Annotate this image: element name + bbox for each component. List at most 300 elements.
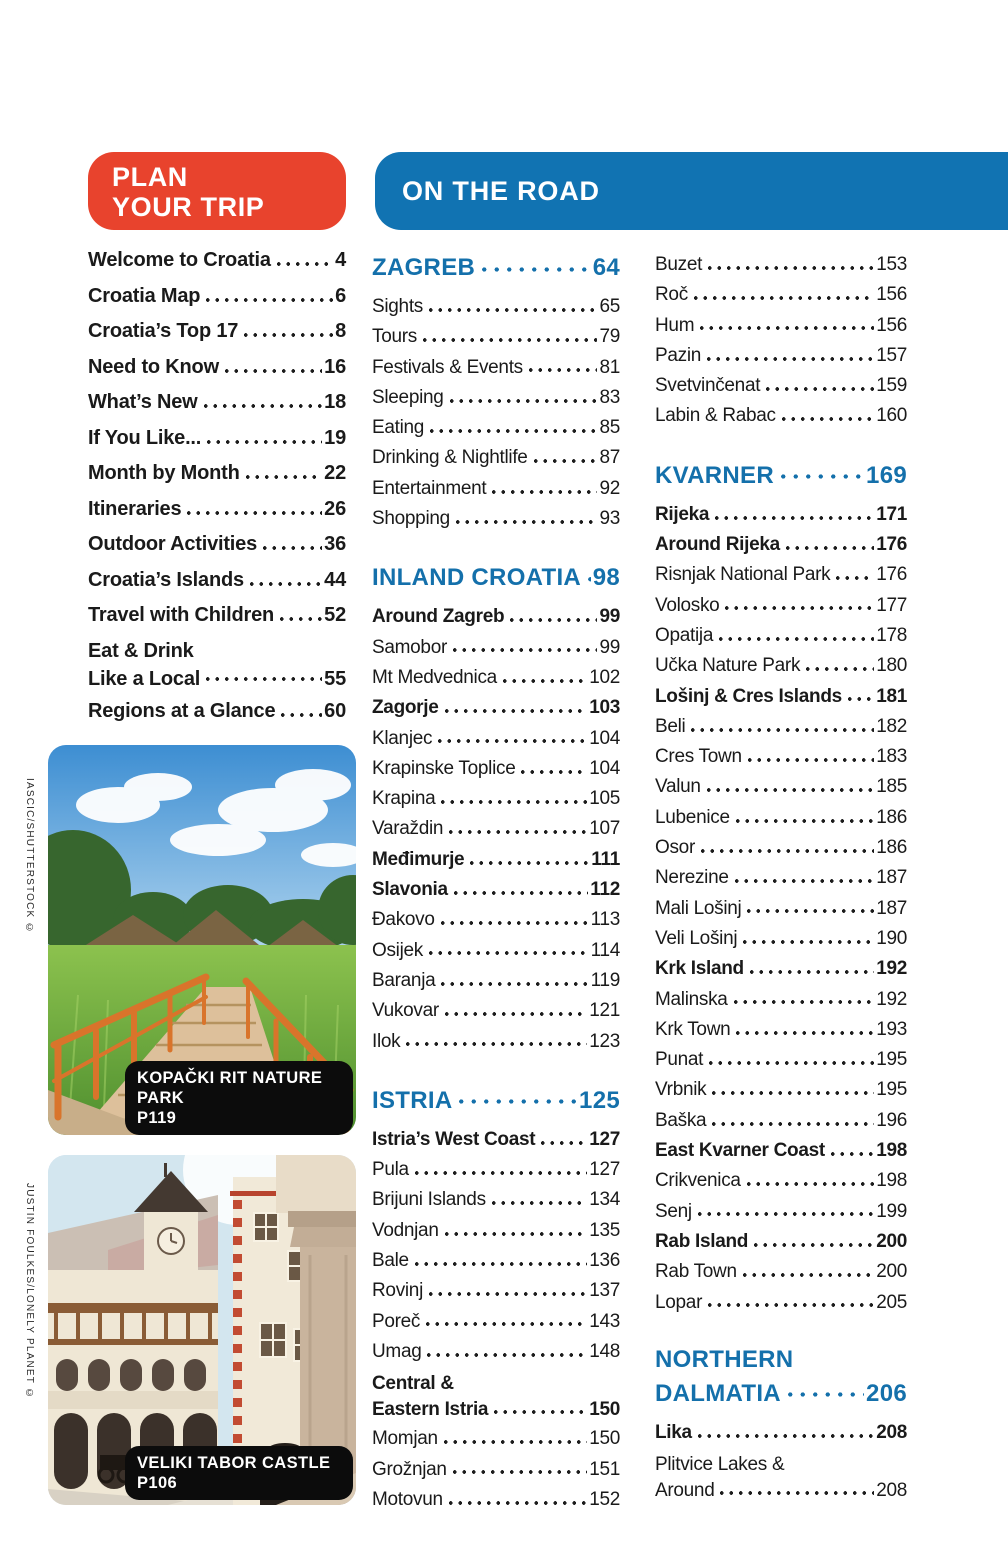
toc-entry — [372, 1485, 620, 1515]
toc-entry — [372, 1027, 620, 1057]
toc-entry — [655, 341, 907, 371]
toc-entry-page: 186 — [876, 837, 907, 859]
dot-leader — [716, 621, 874, 651]
section-heading — [655, 1344, 907, 1412]
toc-entry-page: 60 — [324, 699, 346, 722]
dot-leader — [709, 1106, 874, 1136]
section-heading — [655, 458, 907, 494]
toc-entry — [655, 954, 907, 984]
toc-entry-page: 119 — [590, 969, 620, 991]
toc-entry — [372, 1307, 620, 1337]
toc-entry-page: 195 — [876, 1079, 907, 1101]
toc-entry-page: 156 — [876, 284, 907, 306]
dot-leader — [745, 742, 874, 772]
section-heading-label: ISTRIA — [372, 1086, 453, 1114]
toc-entry-page: 177 — [876, 594, 907, 616]
toc-entry-label: Brijuni Islands — [372, 1189, 486, 1211]
section-heading — [372, 560, 620, 596]
toc-entry-page: 181 — [876, 685, 907, 707]
toc-entry-label: Punat — [655, 1049, 704, 1071]
toc-entry-label: Varaždin — [372, 818, 444, 840]
toc-entry — [655, 1075, 907, 1105]
toc-entry — [372, 814, 620, 844]
toc-entry-label: Like a Local — [88, 667, 201, 690]
toc-entry-page: 196 — [876, 1109, 907, 1131]
toc-entry — [372, 784, 620, 814]
dot-leader — [438, 784, 587, 814]
toc-entry — [372, 353, 620, 383]
toc-entry-label: Hum — [655, 314, 695, 336]
toc-entry-page: 127 — [589, 1159, 620, 1181]
toc-entry-label: If You Like... — [88, 426, 202, 449]
dot-leader — [412, 1155, 587, 1185]
section-heading-page: 206 — [866, 1379, 907, 1407]
dot-leader — [712, 500, 874, 530]
toc-entry-page: 199 — [876, 1200, 907, 1222]
section-heading-label: INLAND CROATIA — [372, 564, 582, 592]
toc-entry-page: 136 — [589, 1250, 620, 1272]
toc-entry-page: 176 — [876, 534, 907, 556]
toc-entry-page: 127 — [589, 1128, 620, 1150]
toc-entry — [88, 694, 346, 730]
toc-entry-label: Sights — [372, 296, 424, 317]
toc-entry-line1: Plitvice Lakes & — [655, 1454, 785, 1476]
toc-entry — [655, 621, 907, 651]
dot-leader — [722, 591, 874, 621]
toc-entry-label: Risnjak National Park — [655, 564, 831, 586]
toc-entry-label: Croatia’s Top 17 — [88, 320, 239, 342]
toc-entry-label: Regions at a Glance — [88, 699, 276, 722]
toc-entry-page: 193 — [876, 1018, 907, 1040]
toc-section — [655, 1344, 907, 1505]
toc-entry — [372, 1155, 620, 1185]
toc-entry — [372, 1276, 620, 1306]
toc-section — [372, 1083, 620, 1515]
dot-leader — [526, 353, 598, 383]
toc-entry-label: Slavonia — [372, 879, 448, 901]
toc-entry — [655, 401, 907, 431]
toc-entry-label: Svetvinčenat — [655, 375, 761, 397]
toc-entry-label: Sleeping — [372, 386, 444, 408]
toc-entry-page: 111 — [591, 848, 620, 870]
dot-leader — [740, 1257, 874, 1287]
dot-leader — [733, 803, 874, 833]
toc-entry-label: Vodnjan — [372, 1219, 439, 1241]
toc-entry-label: Osijek — [372, 939, 423, 961]
toc-entry — [372, 905, 620, 935]
toc-entry-page: 18 — [324, 391, 346, 413]
photo-credit: IASCIC/SHUTTERSTOCK © — [24, 778, 35, 935]
dot-leader — [435, 724, 587, 754]
dot-leader — [442, 693, 588, 723]
toc-entry-label: Itineraries — [88, 497, 182, 520]
toc-entry — [372, 845, 620, 875]
dot-leader — [412, 1246, 587, 1276]
toc-entry-page: 200 — [876, 1230, 907, 1252]
toc-entry — [372, 602, 620, 632]
dot-leader — [732, 863, 875, 893]
toc-entry-label: Month by Month — [88, 462, 240, 484]
toc-entry — [655, 280, 907, 310]
toc-entry — [372, 1125, 620, 1155]
toc-entry-label: Krk Island — [655, 958, 744, 980]
toc-entry-page: 180 — [876, 655, 907, 677]
toc-entry-label: Festivals & Events — [372, 356, 523, 378]
toc-entry-page: 186 — [876, 806, 907, 828]
section-heading-label: ZAGREB — [372, 254, 476, 281]
section-heading-page: 98 — [592, 564, 620, 592]
toc-entry — [372, 1396, 620, 1424]
dot-leader — [784, 1376, 864, 1412]
toc-entry-page: 26 — [324, 497, 346, 520]
dot-leader — [277, 598, 322, 634]
toc-entry — [372, 1424, 620, 1454]
toc-entry-page: 183 — [876, 746, 907, 768]
dot-leader — [733, 1015, 874, 1045]
dot-leader — [698, 833, 874, 863]
toc-entry — [655, 500, 907, 530]
toc-entry — [655, 371, 907, 401]
dot-leader — [500, 663, 587, 693]
dot-leader — [695, 1418, 874, 1448]
dot-leader — [584, 560, 591, 596]
toc-entry — [655, 985, 907, 1015]
photo-caption-veliki-tabor — [125, 1446, 353, 1500]
toc-entry-label: Samobor — [372, 636, 447, 658]
toc-entry-label: Tours — [372, 326, 417, 348]
dot-leader — [241, 314, 333, 350]
plan-badge-line1: PLAN — [112, 162, 188, 192]
toc-entry-label: Momjan — [372, 1428, 438, 1450]
toc-entry — [655, 311, 907, 341]
toc-entry — [655, 591, 907, 621]
toc-entry — [88, 350, 346, 386]
toc-entry-label: Pula — [372, 1159, 409, 1181]
toc-entry-page: 150 — [589, 1399, 620, 1421]
toc-entry — [372, 663, 620, 693]
toc-entry-label: Klanjec — [372, 727, 433, 749]
toc-entry-label: Volosko — [655, 594, 720, 616]
dot-leader — [438, 905, 589, 935]
toc-entry-label: Rovinj — [372, 1280, 423, 1302]
dot-leader — [717, 1477, 874, 1505]
dot-leader — [426, 292, 597, 322]
toc-entry-label: Veli Lošinj — [655, 927, 738, 949]
toc-entry-page: 205 — [876, 1291, 907, 1313]
section-heading — [372, 1083, 620, 1119]
dot-leader — [427, 413, 597, 443]
photo-caption-kopacki-rit — [125, 1061, 353, 1135]
toc-section — [372, 560, 620, 1056]
toc-entry-label: Mali Lošinj — [655, 897, 742, 919]
toc-entry-page: 159 — [876, 375, 907, 397]
toc-entry-label: Rijeka — [655, 503, 710, 525]
toc-entry-label: Poreč — [372, 1310, 421, 1332]
toc-entry-page: 171 — [876, 503, 907, 525]
dot-leader — [704, 341, 874, 371]
dot-leader — [447, 383, 598, 413]
toc-entry — [372, 693, 620, 723]
dot-leader — [705, 250, 874, 280]
toc-entry-label: Entertainment — [372, 477, 487, 499]
toc-entry — [88, 563, 346, 599]
toc-entry — [372, 1185, 620, 1215]
toc-entry — [655, 803, 907, 833]
toc-entry — [372, 1216, 620, 1246]
toc-entry-page: 102 — [589, 666, 620, 688]
dot-leader — [278, 694, 322, 730]
toc-entry — [655, 1288, 907, 1318]
toc-entry-page: 107 — [589, 818, 620, 840]
section-heading-label: KVARNER — [655, 461, 774, 489]
dot-leader — [450, 633, 597, 663]
section-heading-line1: NORTHERN — [655, 1345, 794, 1373]
toc-entry-label: Rab Island — [655, 1230, 749, 1252]
toc-entry-label: Crikvenica — [655, 1170, 741, 1192]
toc-entry-label: Mt Medvednica — [372, 666, 497, 688]
toc-entry-page: 185 — [876, 776, 907, 798]
dot-leader — [489, 1185, 587, 1215]
toc-entry — [372, 474, 620, 504]
toc-entry — [655, 1045, 907, 1075]
dot-leader — [438, 966, 588, 996]
toc-entry-page: 36 — [324, 533, 346, 555]
toc-entry-label: Senj — [655, 1200, 692, 1222]
toc-entry-page: 16 — [324, 355, 346, 378]
toc-entry-label: Lika — [655, 1421, 692, 1443]
dot-leader — [845, 682, 874, 712]
dot-leader — [779, 401, 874, 431]
toc-entry — [372, 413, 620, 443]
toc-entry-page: 81 — [599, 356, 620, 378]
toc-entry-label: Nerezine — [655, 867, 729, 889]
toc-entry — [88, 314, 346, 350]
toc-entry — [372, 292, 620, 322]
toc-entry-line1: Eat & Drink — [88, 639, 194, 662]
toc-entry-label: Ilok — [372, 1030, 401, 1052]
toc-entry-page: 208 — [876, 1421, 907, 1443]
section-heading-label: DALMATIA — [655, 1379, 781, 1407]
toc-entry-page: 187 — [876, 897, 907, 919]
toc-entry — [372, 322, 620, 352]
toc-entry — [655, 1015, 907, 1045]
toc-entry — [655, 1136, 907, 1166]
dot-leader — [204, 421, 322, 457]
toc-entry-page: 93 — [599, 508, 620, 530]
dot-leader — [442, 1216, 588, 1246]
dot-leader — [763, 371, 874, 401]
toc-entry-label: Osor — [655, 837, 695, 859]
toc-entry-label: East Kvarner Coast — [655, 1140, 825, 1162]
toc-entry-label: Cres Town — [655, 746, 742, 768]
dot-leader — [731, 985, 875, 1015]
dot-leader — [451, 875, 588, 905]
toc-entry — [655, 1197, 907, 1227]
toc-entry-page: 55 — [324, 667, 346, 690]
toc-entry-label: Lubenice — [655, 806, 730, 828]
toc-entry — [88, 385, 346, 421]
toc-entry-label: Vrbnik — [655, 1079, 707, 1101]
toc-entry-page: 105 — [589, 788, 620, 810]
section-heading-page: 125 — [579, 1086, 620, 1114]
toc-entry-page: 190 — [876, 927, 907, 949]
dot-leader — [744, 1166, 874, 1196]
dot-leader — [751, 1227, 874, 1257]
dot-leader — [446, 1485, 587, 1515]
toc-entry-page: 160 — [876, 405, 907, 427]
toc-entry-page: 52 — [324, 604, 346, 626]
toc-entry-label: Krk Town — [655, 1018, 731, 1040]
toc-entry-label: Beli — [655, 715, 686, 737]
dot-leader — [695, 1197, 874, 1227]
toc-entry-label: Welcome to Croatia — [88, 249, 271, 271]
dot-leader — [538, 1125, 587, 1155]
dot-leader — [744, 894, 874, 924]
toc-entry-page: 112 — [590, 879, 620, 901]
toc-entry — [372, 1455, 620, 1485]
dot-leader — [441, 1424, 587, 1454]
dot-leader — [424, 1337, 587, 1367]
toc-entry-label: Outdoor Activities — [88, 533, 258, 555]
toc-entry — [655, 772, 907, 802]
dot-leader — [446, 814, 587, 844]
caption-line2: P119 — [137, 1109, 177, 1127]
dot-leader — [491, 1396, 587, 1424]
toc-entry-page: 192 — [876, 958, 907, 980]
toc-entry-label: Baška — [655, 1109, 707, 1131]
toc-section — [655, 250, 907, 432]
on-the-road-toc-col1 — [372, 250, 620, 1515]
toc-entry-page: 99 — [599, 636, 620, 658]
toc-entry-page: 137 — [589, 1280, 620, 1302]
caption-line1: KOPAČKI RIT NATURE PARK — [137, 1069, 323, 1107]
toc-entry-page: 99 — [599, 606, 620, 628]
toc-entry-page: 200 — [876, 1261, 907, 1283]
toc-entry-label: Malinska — [655, 988, 728, 1010]
toc-entry — [372, 383, 620, 413]
dot-leader — [531, 443, 598, 473]
toc-entry-page: 104 — [589, 727, 620, 749]
toc-section — [372, 250, 620, 534]
toc-entry-page: 176 — [876, 564, 907, 586]
toc-entry — [655, 1227, 907, 1257]
toc-entry-label: Đakovo — [372, 909, 435, 931]
section-heading-page: 64 — [592, 254, 620, 281]
plan-your-trip-badge — [88, 152, 346, 230]
toc-entry-label: Međimurje — [372, 848, 465, 870]
toc-entry-page: 65 — [599, 296, 620, 317]
toc-entry — [88, 527, 346, 563]
toc-entry — [655, 1106, 907, 1136]
toc-entry-page: 198 — [876, 1140, 907, 1162]
section-heading — [372, 1083, 620, 1119]
toc-entry — [372, 754, 620, 784]
dot-leader — [203, 279, 333, 315]
dot-leader — [489, 474, 597, 504]
toc-entry — [372, 1246, 620, 1276]
toc-entry-label: Around Rijeka — [655, 534, 780, 556]
toc-entry-label: Labin & Rabac — [655, 405, 776, 427]
dot-leader — [706, 1045, 874, 1075]
toc-entry-page: 6 — [335, 284, 346, 307]
toc-entry-page: 83 — [599, 386, 620, 408]
toc-entry — [88, 421, 346, 457]
toc-entry-label: Bale — [372, 1250, 409, 1272]
dot-leader — [420, 322, 597, 352]
photo-veliki-tabor-castle — [48, 1155, 356, 1505]
toc-entry-page: 44 — [324, 568, 346, 591]
toc-entry-label: What’s New — [88, 391, 198, 413]
toc-entry-page: 92 — [599, 477, 620, 499]
dot-leader — [442, 996, 587, 1026]
dot-leader — [833, 560, 874, 590]
toc-entry-page: 148 — [589, 1340, 620, 1362]
toc-entry-page: 182 — [876, 715, 907, 737]
dot-leader — [740, 924, 874, 954]
dot-leader — [222, 350, 322, 386]
toc-entry-label: Lopar — [655, 1291, 703, 1313]
toc-entry-page: 208 — [876, 1480, 907, 1502]
photo-credit: JUSTIN FOULKES/LONELY PLANET © — [24, 1183, 35, 1401]
on-the-road-toc-col2 — [655, 250, 907, 1505]
dot-leader — [455, 1083, 577, 1119]
toc-entry-label: Motovun — [372, 1488, 443, 1510]
road-badge-label: ON THE ROAD — [402, 176, 600, 206]
toc-entry-label: Drinking & Nightlife — [372, 447, 528, 469]
toc-entry-label: Need to Know — [88, 355, 219, 378]
section-heading — [372, 560, 620, 596]
toc-entry — [655, 682, 907, 712]
dot-leader — [184, 492, 322, 528]
toc-entry-label: Grožnjan — [372, 1458, 447, 1480]
toc-entry — [372, 724, 620, 754]
dot-leader — [777, 458, 864, 494]
toc-entry-page: 150 — [589, 1428, 620, 1450]
toc-entry-line1: Central & — [372, 1373, 454, 1395]
toc-entry-page: 187 — [876, 867, 907, 889]
toc-entry-page: 151 — [589, 1458, 620, 1480]
toc-entry-page: 114 — [590, 939, 620, 961]
toc-entry-label: Around — [655, 1480, 715, 1502]
toc-entry-page: 195 — [876, 1049, 907, 1071]
toc-entry-label: Eastern Istria — [372, 1399, 489, 1421]
dot-leader — [247, 563, 322, 599]
plan-your-trip-toc — [88, 243, 346, 729]
dot-leader — [426, 1276, 587, 1306]
dot-leader — [423, 1307, 587, 1337]
toc-entry-label: Lošinj & Cres Islands — [655, 685, 842, 707]
toc-entry — [372, 996, 620, 1026]
toc-entry-page: 178 — [876, 624, 907, 646]
dot-leader — [507, 602, 597, 632]
toc-entry-page: 157 — [876, 344, 907, 366]
toc-entry — [372, 633, 620, 663]
toc-entry-page: 153 — [876, 254, 907, 275]
dot-leader — [478, 250, 591, 286]
photo-kopacki-rit-boardwalk — [48, 745, 356, 1135]
toc-entry-page: 19 — [324, 426, 346, 449]
toc-entry-page: 156 — [876, 314, 907, 336]
dot-leader — [403, 1027, 587, 1057]
toc-entry-page: 121 — [589, 1000, 620, 1022]
toc-entry-label: Travel with Children — [88, 604, 275, 626]
plan-badge-line2: YOUR TRIP — [112, 192, 265, 222]
toc-entry-page: 8 — [335, 320, 346, 342]
dot-leader — [704, 772, 875, 802]
toc-entry-label: Eating — [372, 417, 425, 439]
toc-entry — [655, 250, 907, 280]
toc-entry-label: Roč — [655, 284, 688, 306]
